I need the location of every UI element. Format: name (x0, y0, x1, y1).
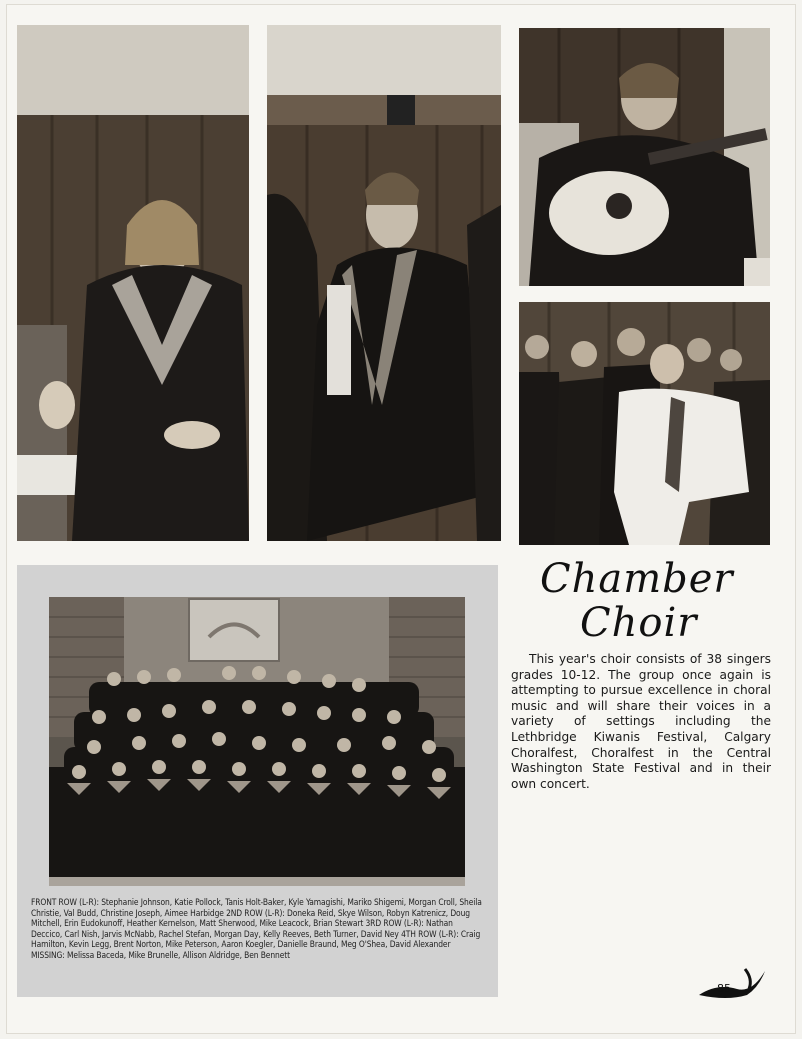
article-body: This year's choir consists of 38 singers grades 10-12. The group once again is attempting to pursue excellence in choral music and will share their voices in a variety of settings including the Lethbridge Kiwanis Festival, Calgary Choralfest, Choralfest in the Central Washington State Festival and in their own concert. (511, 652, 771, 791)
photo-caption: FRONT ROW (L-R): Stephanie Johnson, Katie Pollock, Tanis Holt-Baker, Kyle Yamagishi, Mariko Shigemi, Morgan Croll, Sheila Christie, Val Budd, Christine Joseph, Aimee Harbidge 2ND ROW (L-R): Doneka Reid, Skye Wilson, Robyn Katrenicz, Doug Mitchell, Erin Eudokunoff, Heather Kernelson, Matt Sherwood, Mike Leacock, Brian Stewart 3RD ROW (L-R): Nathan Deccico, Carl Nish, Jarvis McNabb, Rachel Stefan, Morgan Day, Kelly Reeves, Beth Turner, David Ney 4TH ROW (L-R): Craig Hamilton, Kevin Legg, Brent Norton, Mike Peterson, Aaron Koegler, Danielle Braund, Meg O'Shea, David Alexander MISSING: Melissa Baceda, Mike Brunelle, Allison Aldridge, Ben Bennett (31, 897, 482, 960)
photo-boy-in-choir-robe (267, 25, 501, 541)
photo-guitar-player (519, 28, 770, 286)
group-photo-choir (49, 597, 465, 886)
yearbook-logo-icon (697, 965, 769, 1001)
page-title-line-2: Choir (580, 600, 698, 646)
photo-students-in-robes (519, 302, 770, 545)
page-title-line-1: Chamber (540, 556, 734, 602)
photo-girl-in-choir-robe (17, 25, 249, 541)
page-number: 85 (717, 982, 731, 995)
